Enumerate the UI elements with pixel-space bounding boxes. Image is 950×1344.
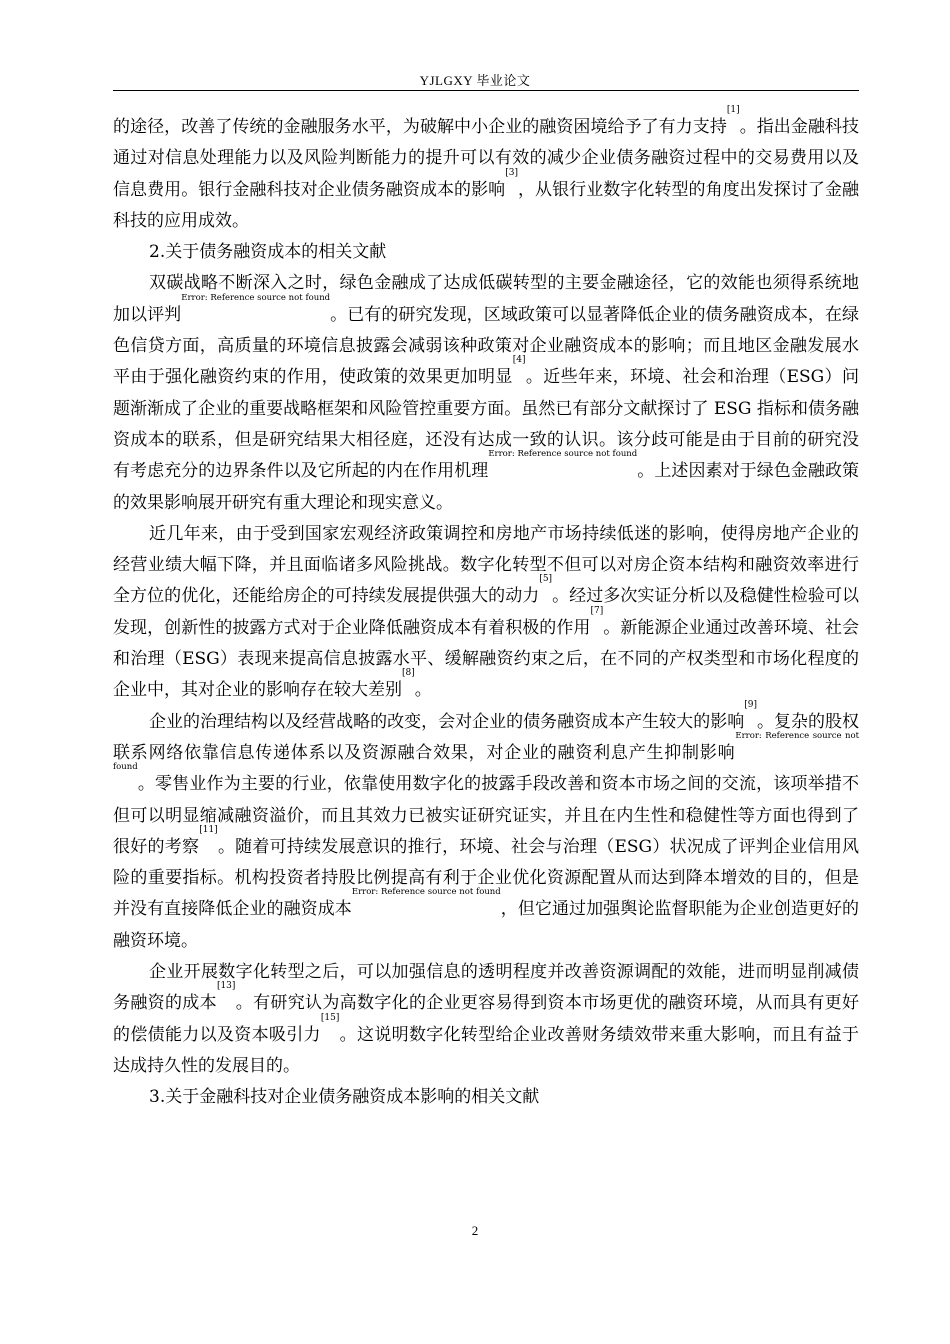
- reference-error: Error: Reference source not found: [181, 292, 331, 303]
- reference-error: Error: Reference source not found: [113, 730, 860, 773]
- paragraph-text: 。已有的研究发现，区域政策可以显著降低企业的债务融资成本，在绿色信贷方面，高质量的环境信息披露会减弱该种政策对企业融资成本的影响；而且地区金融发展水平由于强化融资约束的作用，使政策的效果更加明显: [113, 304, 860, 388]
- header-divider: [113, 90, 859, 91]
- paragraph-text: ，但它通过加强舆论监督职能为企业创造更好的融资环境。: [113, 899, 860, 951]
- paragraph-text: 企业的治理结构以及经营战略的改变，会对企业的债务融资成本产生较大的影响: [149, 711, 745, 732]
- citation-ref: [15]: [320, 1012, 340, 1023]
- citation-ref: [11]: [199, 824, 218, 835]
- paragraph-text: 。这说明数字化转型给企业改善财务绩效带来重大影响，而且有益于达成持久性的发展目的。: [113, 1024, 860, 1076]
- paragraph-text: 。近些年来，环境、社会和治理（ESG）问题渐渐成了企业的重要战略框架和风险管控重要方面。虽然已有部分文献探讨了 ESG 指标和债务融资成本的联系，但是研究结果大相径庭，还没有达成一致的认识。该分歧可能是由于目前的研究没有考虑充分的边界条件以及它所起的内在作用机理: [113, 367, 860, 482]
- paragraph-text: 。上述因素对于绿色金融政策的效果影响展开研究有重大理论和现实意义。: [113, 461, 860, 513]
- citation-ref: [13]: [216, 981, 236, 992]
- citation-ref: [3]: [505, 167, 518, 178]
- section-heading-2: 2.关于债务融资成本的相关文献: [149, 242, 387, 263]
- paragraph-text: 。有研究认为高数字化的企业更容易得到资本市场更优的融资环境，从而具有更好的偿债能力以及资本吸引力: [113, 993, 860, 1045]
- citation-ref: [8]: [402, 668, 415, 679]
- paragraph-5: [113, 957, 859, 1082]
- section-heading-3: 3.关于金融科技对企业债务融资成本影响的相关文献: [149, 1087, 540, 1108]
- paragraph-text: 。复杂的股权联系网络依靠信息传递体系以及资源融合效果，对企业的融资利息产生抑制影响: [113, 711, 860, 763]
- paragraph-text: 。: [414, 680, 432, 701]
- paragraph-1: [113, 105, 860, 237]
- paragraph-text: 。指出金融科技通过对信息处理能力以及风险判断能力的提升可以有效的减少企业债务融资过程中的交易费用以及信息费用。银行金融科技对企业债务融资成本的影响: [113, 117, 860, 200]
- page-number: 2: [471, 1223, 479, 1238]
- reference-error: Error: Reference source not found: [351, 887, 501, 898]
- citation-ref: [7]: [590, 605, 604, 616]
- paragraph-text: 。新能源企业通过改善环境、社会和治理（ESG）表现来提高信息披露水平、缓解融资约束之后，在不同的产权类型和市场化程度的企业中，其对企业的影响存在较大差别: [113, 617, 860, 701]
- paragraph-text: 。经过多次实证分析以及稳健性检验可以发现，创新性的披露方式对于企业降低融资成本有着积极的作用: [113, 586, 860, 638]
- page-header-title: YJLGXY 毕业论文: [419, 73, 531, 88]
- document-body: [113, 105, 860, 1114]
- paragraph-text: ，从银行业数字化转型的角度出发探讨了金融科技的应用成效。: [113, 179, 859, 231]
- paragraph-3: [113, 519, 859, 707]
- citation-ref: [1]: [726, 105, 740, 115]
- citation-ref: [4]: [512, 355, 526, 366]
- paragraph-4: [113, 699, 860, 957]
- paragraph-text: 近几年来，由于受到国家宏观经济政策调控和房地产市场持续低迷的影响，使得房地产企业的经营业绩大幅下降，并且面临诸多风险挑战。数字化转型不但可以对房企资本结构和融资效率进行全方位的优化，还能给房企的可持续发展提供强大的动力: [113, 523, 859, 607]
- paragraph-text: 。随着可持续发展意识的推行，环境、社会与治理（ESG）状况成了评判企业信用风险的重要指标。机构投资者持股比例提高有利于企业优化资源配置从而达到降本增效的目的，但是并没有直接降低企业的融资成本: [113, 836, 860, 920]
- reference-error: Error: Reference source not found: [488, 449, 638, 460]
- paragraph-text: 。零售业作为主要的行业，依靠使用数字化的披露手段改善和资本市场之间的交流，该项举措不但可以明显缩减融资溢价，而且其效力已被实证研究证实，并且在内生性和稳健性等方面也得到了很好的考察: [113, 774, 859, 857]
- citation-ref: [5]: [539, 574, 553, 585]
- paragraph-text: 企业开展数字化转型之后，可以加强信息的透明程度并改善资源调配的效能，进而明显削减债务融资的成本: [113, 962, 859, 1014]
- paragraph-text: 的途径，改善了传统的金融服务水平，为破解中小企业的融资困境给予了有力支持: [113, 117, 727, 137]
- paragraph-text: 双碳战略不断深入之时，绿色金融成了达成低碳转型的主要金融途径，它的效能也须得系统地加以评判: [113, 273, 859, 325]
- paragraph-2: [113, 268, 859, 518]
- citation-ref: [9]: [744, 699, 757, 710]
